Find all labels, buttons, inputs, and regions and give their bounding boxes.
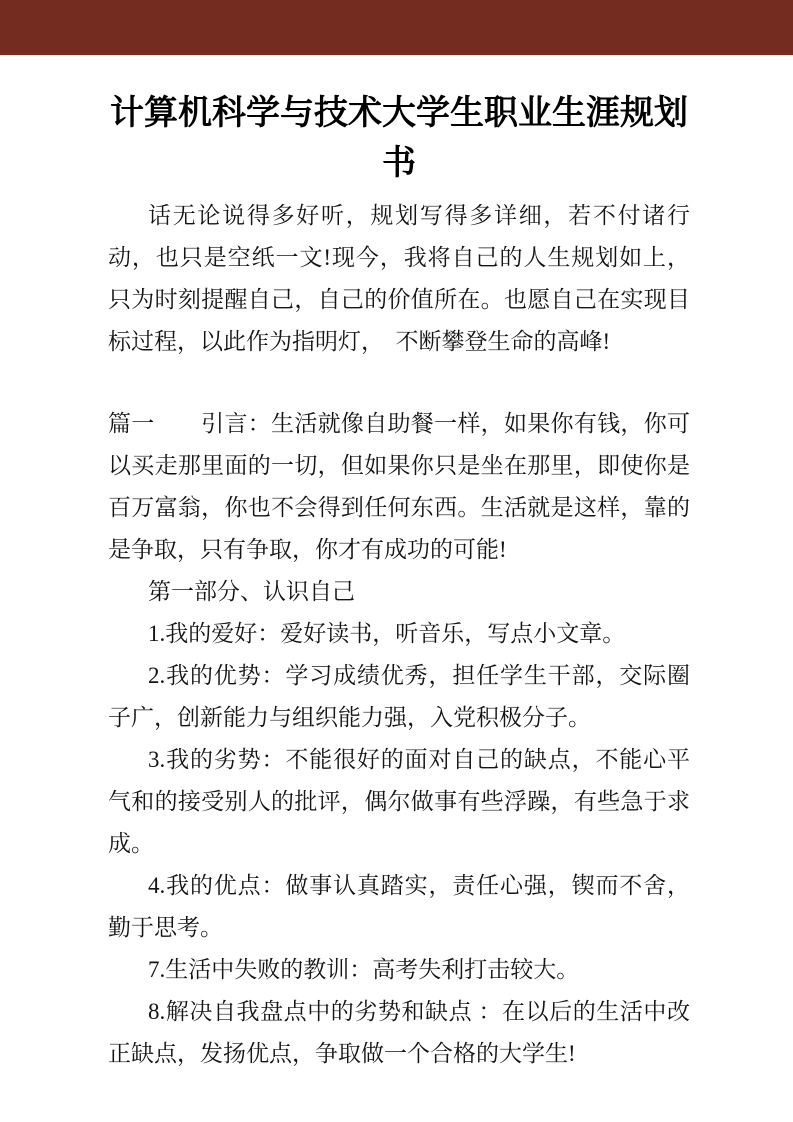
paragraph: 1.我的爱好：爱好读书，听音乐，写点小文章。 [148, 621, 626, 646]
paragraph: 4.我的优点：做事认真踏实，责任心强，锲而不舍，勤于思考。 [108, 873, 690, 940]
title-line-1: 计算机科学与技术大学生职业生涯规划 [110, 95, 688, 132]
paragraph: 3.我的劣势：不能很好的面对自己的缺点，不能心平气和的接受别人的批评，偶尔做事有些浮躁，有些急于求成。 [108, 747, 690, 856]
document-content [0, 89, 793, 1075]
paragraph: 话无论说得多好听，规划写得多详细，若不付诸行动，也只是空纸一文!现今，我将自己的人生规划如上，只为时刻提醒自己，自己的价值所在。也愿自己在实现目标过程，以此作为指明灯， 不断攀登生命的高峰! [108, 203, 690, 354]
paragraph: 7.生活中失败的教训：高考失利打击较大。 [148, 957, 580, 982]
top-bar [0, 0, 793, 55]
title-line-2: 书 [382, 145, 416, 182]
paragraph: 2.我的优势：学习成绩优秀，担任学生干部，交际圈子广，创新能力与组织能力强，入党积极分子。 [108, 663, 690, 730]
document-title [108, 89, 690, 189]
paragraph: 篇一 引言：生活就像自助餐一样，如果你有钱，你可以买走那里面的一切，但如果你只是坐在那里，即使你是百万富翁，你也不会得到任何东西。生活就是这样，靠的是争取，只有争取，你才有成功的可能! [108, 411, 690, 562]
paragraph: 第一部分、认识自己 [148, 579, 355, 604]
paragraph: 8.解决自我盘点中的劣势和缺点 ：在以后的生活中改正缺点，发扬优点，争取做一个合格的大学生! [108, 999, 690, 1066]
document-body [108, 195, 690, 1075]
